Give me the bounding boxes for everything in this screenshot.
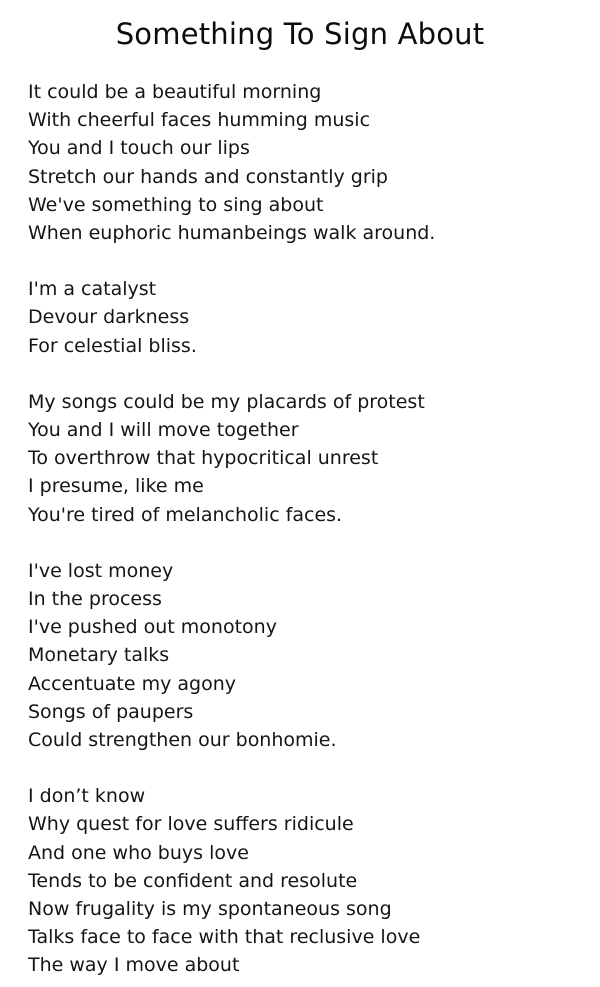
poem-line: Why quest for love suffers ridicule: [28, 813, 354, 836]
stanza-3: [28, 388, 600, 529]
poem-line: Stretch our hands and constantly grip: [28, 165, 388, 188]
poem-line: When euphoric humanbeings walk around.: [28, 222, 436, 245]
poem-line: With cheerful faces humming music: [28, 109, 371, 132]
poem-line: I presume, like me: [28, 475, 204, 498]
poem-body: [0, 78, 600, 980]
poem-line: Accentuate my agony: [28, 672, 237, 695]
stanza-1: [28, 78, 600, 247]
poem-line: You're tired of melancholic faces.: [28, 503, 343, 526]
stanza-4: [28, 557, 600, 754]
poem-line: I'm a catalyst: [28, 278, 157, 301]
poem-line: I've pushed out monotony: [28, 616, 277, 639]
poem-line: I've lost money: [28, 559, 174, 582]
poem-line: Now frugality is my spontaneous song: [28, 898, 392, 921]
poem-line: To overthrow that hypocritical unrest: [28, 447, 379, 470]
stanza-2: [28, 275, 600, 360]
poem-title: Something To Sign About: [115, 17, 485, 51]
poem-line: My songs could be my placards of protest: [28, 390, 425, 413]
poem-line: Monetary talks: [28, 644, 170, 667]
poem-line: Songs of paupers: [28, 700, 194, 723]
poem-line: You and I touch our lips: [28, 137, 250, 160]
poem-line: We've something to sing about: [28, 193, 324, 216]
poem-line: And one who buys love: [28, 841, 249, 864]
poem-line: Tends to be confident and resolute: [28, 869, 358, 892]
poem-line: Devour darkness: [28, 306, 190, 329]
stanza-5: [28, 782, 600, 979]
poem-line: The way I move about: [28, 954, 240, 977]
poem-line: Could strengthen our bonhomie.: [28, 729, 337, 752]
poem-line: You and I will move together: [28, 419, 299, 442]
poem-line: For celestial bliss.: [28, 334, 197, 357]
poem-line: In the process: [28, 588, 162, 611]
poem-line: It could be a beautiful morning: [28, 81, 322, 103]
poem-line: I don’t know: [28, 785, 146, 808]
poem-line: Talks face to face with that reclusive love: [28, 926, 421, 949]
